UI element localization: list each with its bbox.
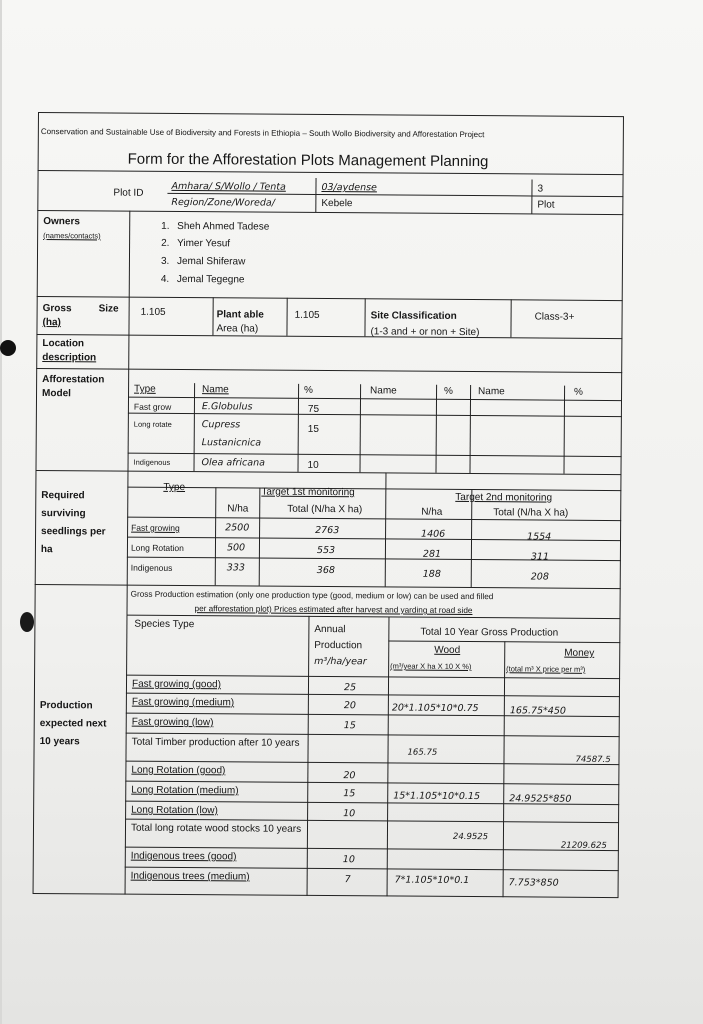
production-row-species: Fast growing (good) [131,678,221,691]
production-label-line: 10 years [39,736,80,748]
production-label-line: Production [39,700,93,712]
production-row-wood: 7*1.105*10*0.1 [394,874,470,887]
production-note-line-2: per afforestation plot) Prices estimated after harvest and yarding at road side [194,604,473,616]
region-value: Amhara/ S/Wollo / Tenta [171,180,286,193]
species-type-header: Species Type [134,618,195,631]
document-page [2,0,703,1024]
owner-name-3: Jemal Shiferaw [176,255,246,268]
annual-header: Annual [314,623,346,636]
production-row-species: Total long rotate wood stocks 10 years [130,822,302,835]
nha-header-2: N/ha [421,506,443,518]
seedlings-label-line: seedlings per [41,526,106,538]
project-header: Conservation and Sustainable Use of Biodiversity and Forests in Ethiopia – South Wollo Biodiversity and Afforestation Project [40,127,485,140]
seedling-row-t2: 1554 [527,531,552,543]
model-row-name: Olea africana [201,457,265,469]
wood-formula: (m³/year X ha X 10 X %) [390,661,472,672]
binder-hole-icon [20,612,34,632]
seedling-row-t1: 2763 [315,524,340,537]
owner-number-4: 4. [160,273,170,285]
production-row-annual: 20 [343,770,356,782]
production-row-wood: 15*1.105*10*0.15 [393,790,481,803]
wood-header: Wood [434,644,461,656]
target-2-header: Target 2nd monitoring [455,491,553,504]
owner-name-2: Yimer Yesuf [177,237,231,250]
model-header-type: Type [134,383,156,395]
plantable-value: 1.105 [294,309,320,321]
model-row-type: Indigenous [133,457,171,467]
production-row-money: 21209.625 [560,840,607,851]
total-header-1: Total (N/ha X ha) [287,503,363,516]
nha-header-1: N/ha [227,503,249,515]
seedling-row-n2: 188 [422,568,441,580]
model-row-name: Cupress [201,419,241,431]
region-caption: Region/Zone/Woreda/ [171,196,275,209]
owners-label: Owners [43,216,80,228]
production-label-line: expected next [39,718,107,730]
production-row-money: 165.75*450 [509,705,566,717]
production-row-wood: 20*1.105*10*0.75 [391,702,479,715]
production-row-annual: 15 [343,788,356,800]
seedling-row-n1: 500 [226,542,246,554]
model-header-name-2: Name [370,385,397,397]
plantable-sub: Area (ha) [216,323,259,335]
form-title: Form for the Afforestation Plots Management Planning [127,150,489,171]
owner-name-4: Jemal Tegegne [176,273,245,286]
seedling-row-type: Fast growing [131,522,180,533]
plot-id-label: Plot ID [113,187,144,199]
location-description-label: description [42,352,97,364]
production-row-annual: 25 [343,682,357,694]
model-row-pct: 75 [307,403,320,415]
owner-number-3: 3. [160,255,170,267]
model-header-pct-2: % [444,385,454,397]
site-class-label: Site Classification [370,310,457,322]
size-label: Size [98,303,119,315]
owner-number-2: 2. [161,237,170,249]
model-row-pct: 10 [307,459,319,471]
seedlings-type-header: Type [163,481,186,494]
owner-number-1: 1. [161,220,170,232]
plantable-label: Plant able [216,309,264,321]
seedling-row-type: Indigenous [130,562,173,573]
seedling-row-t1: 368 [316,564,335,577]
gross-label: Gross [42,303,72,315]
model-header-pct-3: % [574,386,584,398]
production-row-money: 24.9525*850 [509,793,572,805]
afforestation-form [33,112,624,898]
gross-size-value: 1.105 [140,306,166,318]
gross-unit: (ha) [42,317,61,329]
seedlings-label-line: Required [41,490,85,502]
model-row-name: Lustanicnica [201,437,262,449]
production-note: Gross Production estimation (only one production type (good, medium or low) can be used and filled [130,589,494,602]
production-row-annual: 10 [343,808,356,820]
punch-hole-icon [0,340,16,356]
seedling-row-n2: 1406 [421,528,446,540]
seedling-row-n1: 333 [226,562,246,574]
seedling-row-type: Long Rotation [130,542,184,554]
model-header-pct-1: % [304,384,314,396]
production-row-annual: 20 [343,700,356,712]
seedling-row-n2: 281 [422,548,442,560]
total-header-2: Total (N/ha X ha) [493,507,569,519]
production-row-wood: 24.9525 [452,831,489,843]
seedling-row-t1: 553 [316,544,336,557]
afforestation-model-label: Afforestation [42,374,105,386]
target-1-header: Target 1st monitoring [261,486,355,499]
total-10-year-header: Total 10 Year Gross Production [420,626,559,639]
production-row-species: Total Timber production after 10 years [131,736,300,749]
seedling-row-n1: 2500 [225,522,250,534]
production-row-species: Long Rotation (low) [131,804,218,817]
model-row-type: Fast grow [133,401,172,412]
production-row-annual: 10 [342,854,355,866]
kebele-value: 03/aydense [321,181,377,194]
production-row-species: Indigenous trees (good) [130,850,237,863]
model-row-pct: 15 [307,423,319,435]
model-header-name-3: Name [478,386,505,398]
money-formula: (total m³ X price per m³) [506,664,586,674]
model-header-name-1: Name [202,384,229,396]
production-row-species: Long Rotation (medium) [131,784,239,797]
production-row-wood: 165.75 [407,747,438,758]
production-row-annual: 7 [344,874,351,886]
kebele-caption: Kebele [321,197,353,210]
seedlings-label-line: surviving [41,508,86,520]
model-row-type: Long rotate [133,419,172,429]
seedling-row-t2: 208 [530,571,549,583]
site-class-sub: (1-3 and + or non + Site) [370,326,480,339]
location-label: Location [42,338,85,350]
owner-name-1: Sheh Ahmed Tadese [177,220,270,233]
site-class-value: Class-3+ [534,311,575,323]
annual-header: m³/ha/year [314,655,367,668]
afforestation-model-sub: Model [41,388,71,400]
production-row-species: Indigenous trees (medium) [130,870,250,883]
production-row-species: Fast growing (medium) [131,696,235,709]
production-row-annual: 15 [343,720,356,732]
plot-caption: Plot [537,199,555,211]
production-row-money: 7.753*850 [508,877,559,889]
plot-value: 3 [537,183,544,195]
owners-sublabel: (names/contacts) [43,231,101,241]
model-row-name: E.Globulus [201,401,253,413]
seedling-row-t2: 311 [530,551,550,563]
production-row-species: Long Rotation (good) [131,764,226,777]
annual-header: Production [314,639,363,652]
production-row-money: 74587.5 [575,754,611,766]
production-row-species: Fast growing (low) [131,716,214,729]
money-header: Money [564,647,595,659]
seedlings-label-line: ha [40,544,53,556]
